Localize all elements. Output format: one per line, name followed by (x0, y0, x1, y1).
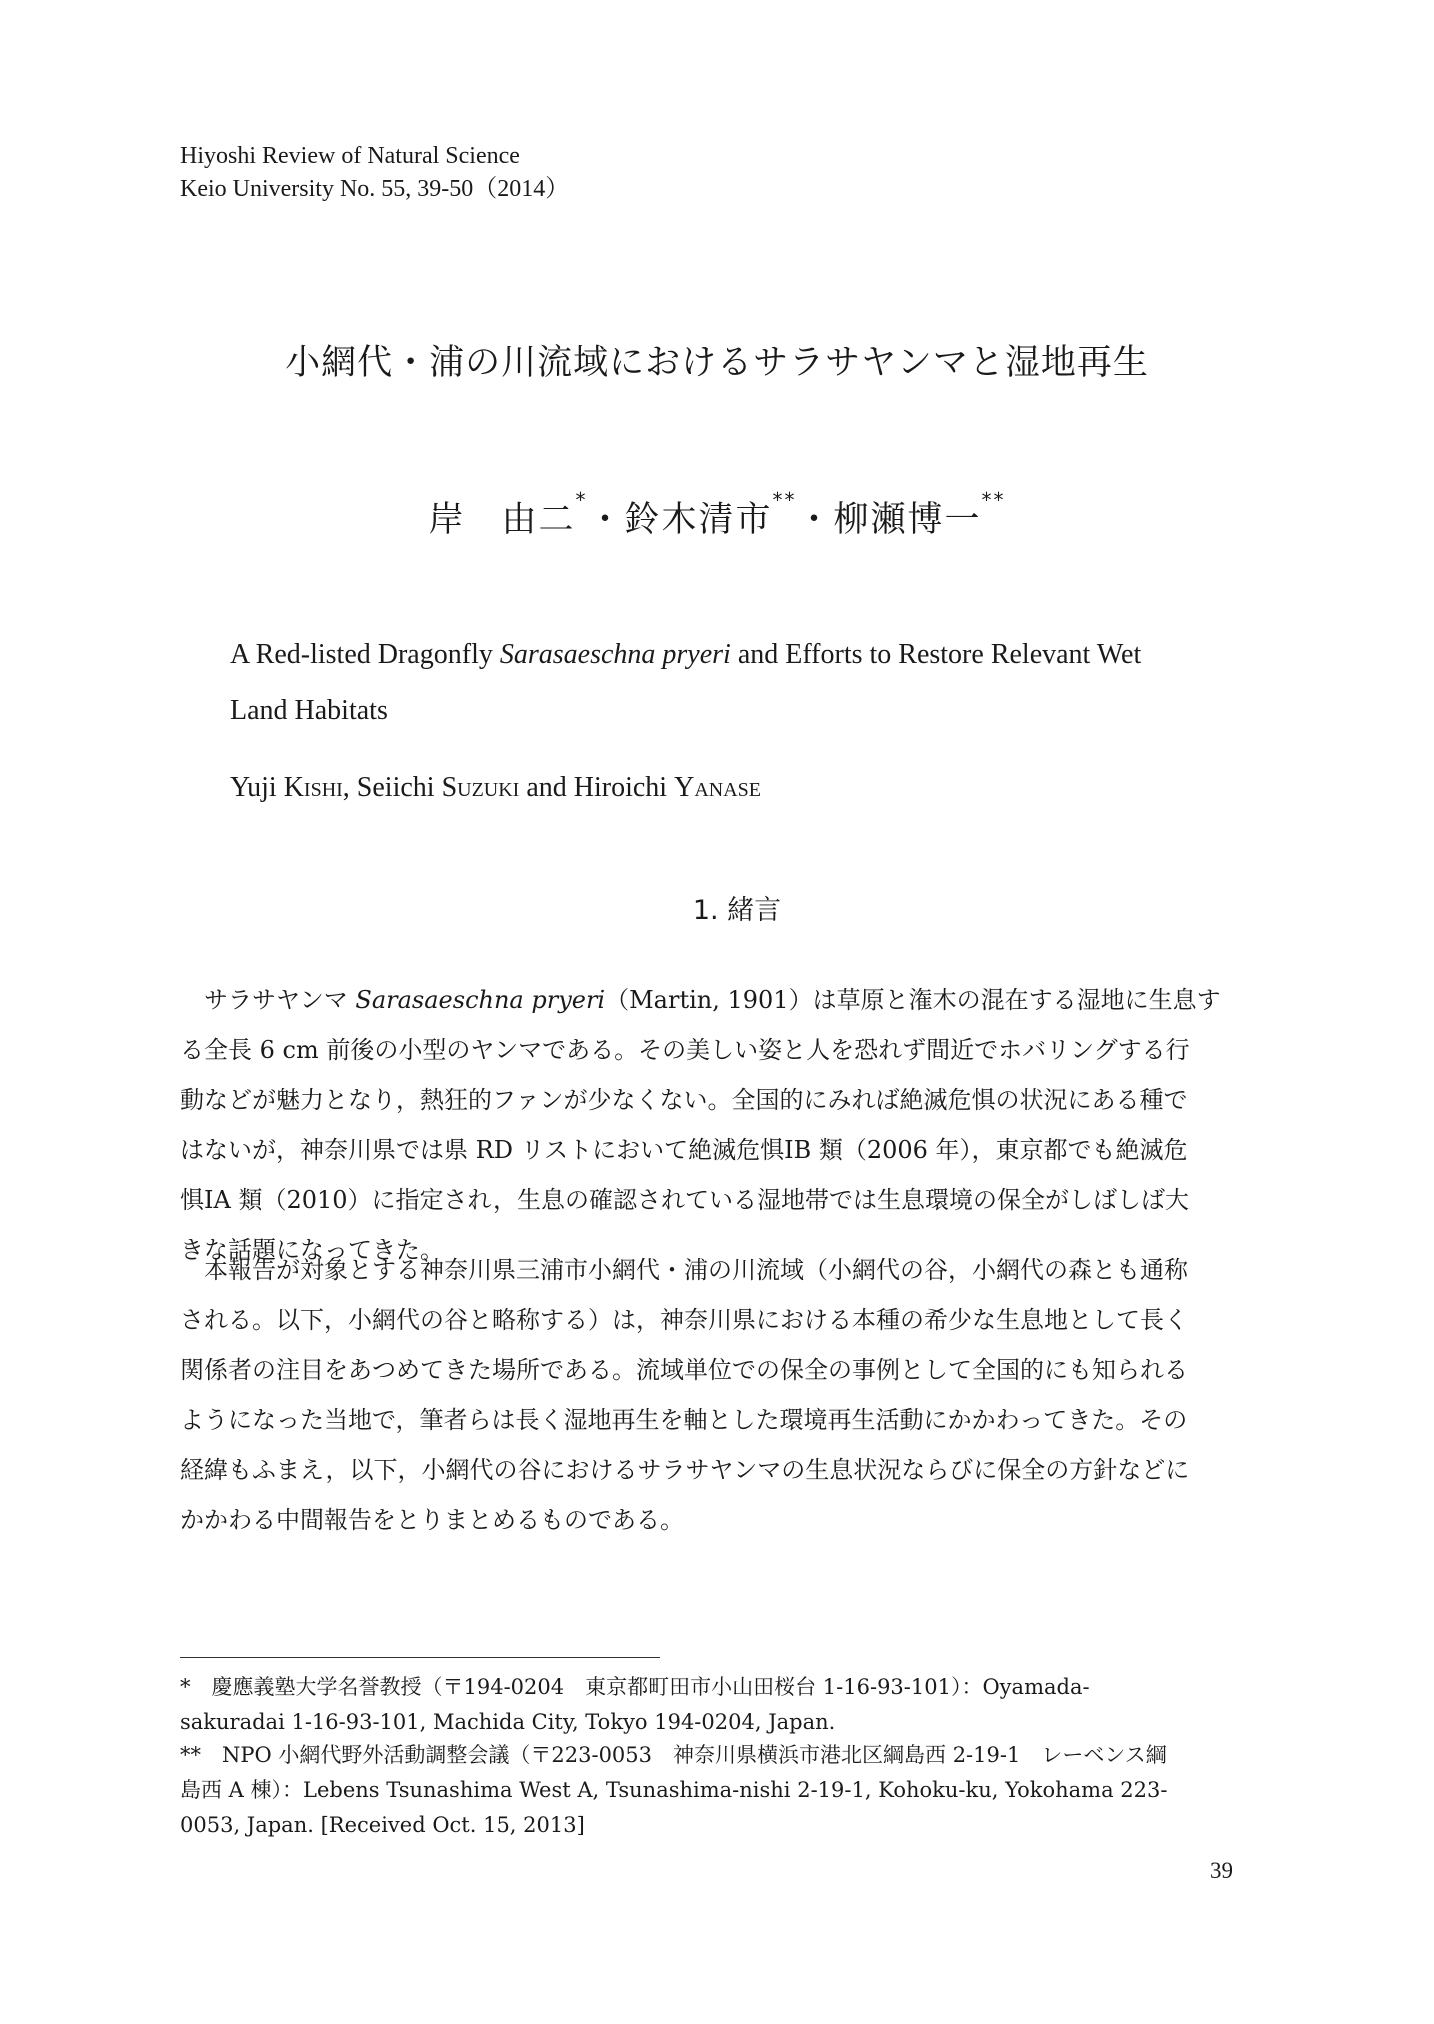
author-en-text: , Seiichi (342, 772, 442, 803)
authors-japanese (0, 488, 1434, 542)
author-1-family: 岸 (428, 500, 466, 540)
paragraph-text: サラサヤンマ (180, 986, 356, 1014)
footnote-divider (180, 1657, 660, 1658)
paragraph-line: 本報告が対象とする神奈川県三浦市小網代・浦の川流域（小網代の谷，小網代の森とも通称 (180, 1256, 1188, 1284)
paragraph-line: 経緯もふまえ，以下，小網代の谷におけるサラサヤンマの生息状況ならびに保全の方針などに (180, 1456, 1190, 1484)
author-en-text: Yuji (230, 772, 284, 803)
title-en-line2: Land Habitats (230, 695, 388, 726)
footnote-line: 0053, Japan. [Received Oct. 15, 2013] (180, 1813, 585, 1837)
journal-name: Hiyoshi Review of Natural Science (180, 143, 520, 169)
paragraph-line: される。以下，小網代の谷と略称する）は，神奈川県における本種の希少な生息地として長く (180, 1306, 1188, 1334)
author-1-given: 由二 (501, 500, 576, 540)
species-name: Sarasaeschna pryeri (355, 986, 606, 1014)
author-2-mark: ** (772, 488, 797, 512)
footnote-line: * 慶應義塾大学名誉教授（〒194-0204 東京都町田市小山田桜台 1-16-93-101）：Oyamada- (180, 1675, 1090, 1699)
paper-title-english (230, 627, 1230, 739)
journal-info (180, 140, 569, 206)
author-separator: ・ (796, 500, 834, 540)
title-en-species: Sarasaeschna pryeri (499, 639, 731, 670)
footnote-1 (180, 1670, 1260, 1740)
paragraph-line: 動などが魅力となり，熱狂的ファンが少なくない。全国的にみれば絶滅危惧の状況にある種で (180, 1086, 1188, 1114)
footnote-line: 島西 A 棟）：Lebens Tsunashima West A, Tsunashima-nishi 2-19-1, Kohoku-ku, Yokohama 223- (180, 1778, 1168, 1802)
paragraph-line: ようになった当地で，筆者らは長く湿地再生を軸とした環境再生活動にかかわってきた。その (180, 1406, 1188, 1434)
paragraph-text: （Martin, 1901）は草原と潅木の混在する湿地に生息す (605, 986, 1221, 1014)
author-en-text: and Hiroichi (519, 772, 675, 803)
authors-english (230, 772, 761, 804)
paragraph-line: かかわる中間報告をとりまとめるものである。 (180, 1506, 684, 1534)
section-heading: 1. 緒言 (692, 895, 782, 926)
title-en-text: and Efforts to Restore Relevant Wet (730, 639, 1142, 670)
paragraph-line: きな話題になってきた。 (180, 1236, 444, 1264)
footnote-line: sakuradai 1-16-93-101, Machida City, Tokyo 194-0204, Japan. (180, 1710, 836, 1734)
author-en-family: Kishi (283, 772, 343, 803)
author-separator: ・ (587, 500, 625, 540)
paragraph-line: る全長 6 cm 前後の小型のヤンマである。その美しい姿と人を恐れず間近でホバリングする行 (180, 1036, 1190, 1064)
footnote-line: ** NPO 小網代野外活動調整会議（〒223-0053 神奈川県横浜市港北区綱島西 2-19-1 レーベンス綱 (180, 1743, 1167, 1767)
author-3: 柳瀬博一 (833, 500, 982, 540)
paragraph-line: はないが，神奈川県では県 RD リストにおいて絶滅危惧ⅠB 類（2006 年），東京都でも絶滅危 (180, 1136, 1188, 1164)
title-en-text: A Red-listed Dragonfly (230, 639, 500, 670)
journal-volume: Keio University No. 55, 39-50（2014） (180, 176, 570, 202)
paper-title-japanese: 小網代・浦の川流域におけるサラサヤンマと湿地再生 (285, 343, 1149, 383)
body-paragraph-1 (180, 975, 1260, 1275)
paragraph-line: 惧ⅠA 類（2010）に指定され，生息の確認されている湿地帯では生息環境の保全がしばしば大 (180, 1186, 1189, 1214)
author-2: 鈴木清市 (624, 500, 773, 540)
paragraph-line: 関係者の注目をあつめてきた場所である。流域単位での保全の事例として全国的にも知られる (180, 1356, 1188, 1384)
author-en-family: Suzuki (441, 772, 520, 803)
author-1-mark: * (575, 488, 588, 512)
footnote-2 (180, 1738, 1260, 1843)
body-paragraph-2 (180, 1245, 1260, 1545)
page-number: 39 (1210, 1858, 1233, 1883)
author-3-mark: ** (981, 488, 1006, 512)
author-en-family: Yanase (674, 772, 761, 803)
